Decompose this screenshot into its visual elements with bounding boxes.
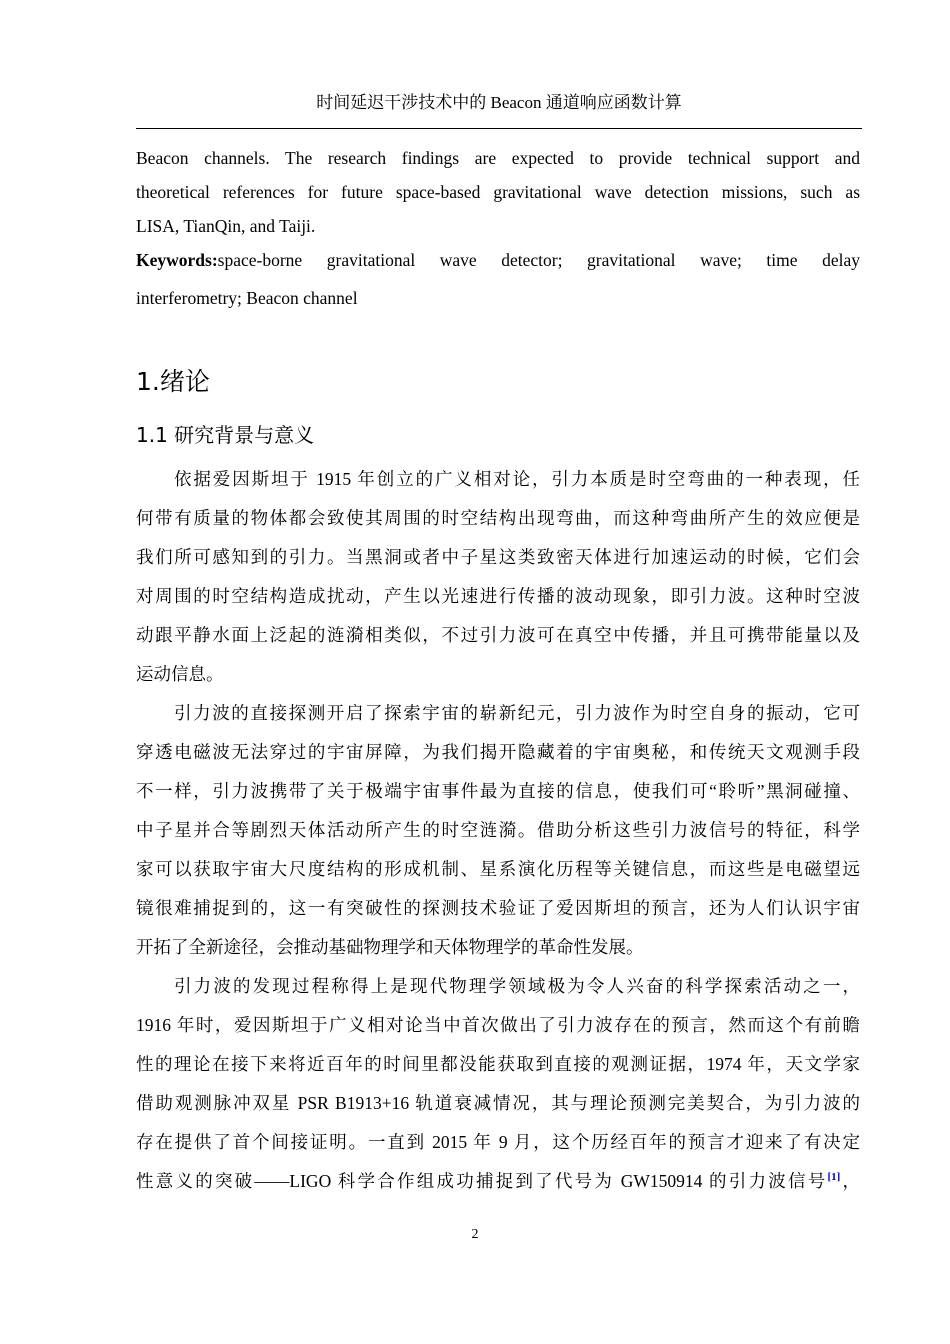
running-header: 时间延迟干涉技术中的 Beacon 通道响应函数计算 [316, 93, 682, 112]
paragraph-line: 中子星并合等剧烈天体活动所产生的时空涟漪。借助分析这些引力波信号的特征，科学 [136, 820, 860, 840]
trailing-punctuation: ， [840, 1171, 861, 1191]
page-number: 2 [471, 1227, 479, 1242]
paragraph-line: 镜很难捕捉到的，这一有突破性的探测技术验证了爱因斯坦的预言，还为人们认识宇宙 [136, 898, 860, 918]
keywords-line [136, 241, 860, 279]
section-heading: 1.绪论 [136, 367, 210, 396]
paragraph-text: 性意义的突破——LIGO 科学合作组成功捕捉到了代号为 GW150914 的引力波信号 [136, 1171, 828, 1191]
paragraph-line: 对周围的时空结构造成扰动，产生以光速进行传播的波动现象，即引力波。这种时空波 [136, 586, 860, 606]
subsection-heading: 1.1 研究背景与意义 [136, 423, 315, 447]
paragraph-line: 性的理论在接下来将近百年的时间里都没能获取到直接的观测证据，1974 年，天文学家 [136, 1054, 860, 1074]
abstract-line: LISA, TianQin, and Taiji. [136, 216, 316, 236]
paragraph-line: 何带有质量的物体都会致使其周围的时空结构出现弯曲，而这种弯曲所产生的效应便是 [136, 508, 860, 528]
paragraph-line: 我们所可感知到的引力。当黑洞或者中子星这类致密天体进行加速运动的时候，它们会 [136, 547, 860, 567]
keywords-text: space-borne gravitational wave detector; gravitational wave; time delay [217, 250, 860, 270]
abstract-line: theoretical references for future space-based gravitational wave detection missions, such as [136, 182, 860, 202]
paragraph-line: 不一样，引力波携带了关于极端宇宙事件最为直接的信息，使我们可“聆听”黑洞碰撞、 [136, 781, 860, 801]
keywords-line-2: interferometry; Beacon channel [136, 288, 358, 308]
paragraph-line: 动跟平静水面上泛起的涟漪相类似，不过引力波可在真空中传播，并且可携带能量以及 [136, 625, 860, 645]
paragraph-line: 引力波的直接探测开启了探索宇宙的崭新纪元，引力波作为时空自身的振动，它可 [174, 703, 860, 723]
paragraph-line: 开拓了全新途径，会推动基础物理学和天体物理学的革命性发展。 [136, 937, 644, 957]
paragraph-line: 借助观测脉冲双星 PSR B1913+16 轨道衰减情况，其与理论预测完美契合，为引力波的 [136, 1093, 860, 1113]
header-rule [136, 128, 862, 129]
citation-link[interactable]: [1] [827, 1171, 841, 1184]
abstract-line: Beacon channels. The research findings are expected to provide technical support and [136, 148, 860, 168]
keywords-label: Keywords: [136, 250, 218, 270]
paragraph-line: 家可以获取宇宙大尺度结构的形成机制、星系演化历程等关键信息，而这些是电磁望远 [136, 859, 860, 879]
paragraph-line: 引力波的发现过程称得上是现代物理学领域极为令人兴奋的科学探索活动之一， [174, 976, 860, 996]
paragraph-line: 运动信息。 [136, 664, 224, 684]
paragraph-line-with-citation [136, 1162, 860, 1200]
paragraph-line: 穿透电磁波无法穿过的宇宙屏障，为我们揭开隐藏着的宇宙奥秘，和传统天文观测手段 [136, 742, 860, 762]
paragraph-line: 存在提供了首个间接证明。一直到 2015 年 9 月，这个历经百年的预言才迎来了有决定 [136, 1132, 860, 1152]
paragraph-line: 1916 年时，爱因斯坦于广义相对论当中首次做出了引力波存在的预言，然而这个有前瞻 [136, 1015, 860, 1035]
paragraph-line: 依据爱因斯坦于 1915 年创立的广义相对论，引力本质是时空弯曲的一种表现，任 [174, 469, 860, 489]
